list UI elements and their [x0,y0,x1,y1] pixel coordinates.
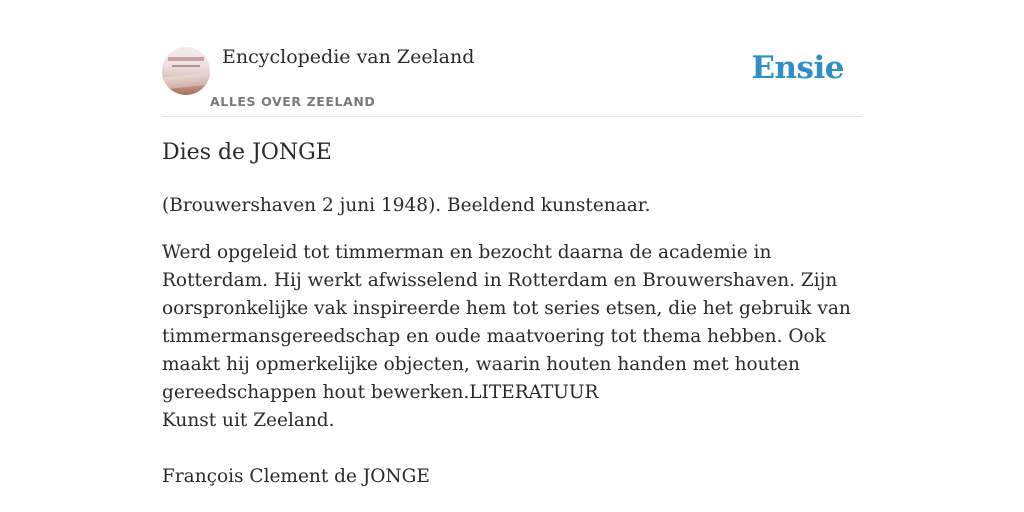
article-paragraph-literature: Kunst uit Zeeland. [162,410,335,431]
avatar-band-secondary [172,65,200,67]
article-paragraph-intro: (Brouwershaven 2 juni 1948). Beeldend kunstenaar. [162,195,651,216]
article-paragraph-related: François Clement de JONGE [162,466,430,487]
book-icon [164,73,208,90]
ensie-logo-link[interactable]: Ensie [751,50,844,86]
avatar-band [168,57,204,61]
site-header [162,0,862,117]
article-title: Dies de JONGE [162,140,332,165]
encyclopedia-avatar[interactable] [162,47,210,95]
site-title-link[interactable]: Encyclopedie van Zeeland [222,46,475,68]
site-tagline: ALLES OVER ZEELAND [210,94,376,109]
page-container [162,0,862,487]
article-paragraph-body: Werd opgeleid tot timmerman en bezocht daarna de academie in Rotterdam. Hij werkt afwisselend in Rotterdam en Brouwershaven. Zijn oorspronkelijke vak inspireerde hem tot series etsen, die het gebruik van timmermansgereedschap en oude maatvoering tot thema hebben. Ook maakt hij opmerkelijke objecten, waarin houten handen met houten gereedschappen hout bewerken.LITERATUUR [162,242,851,403]
